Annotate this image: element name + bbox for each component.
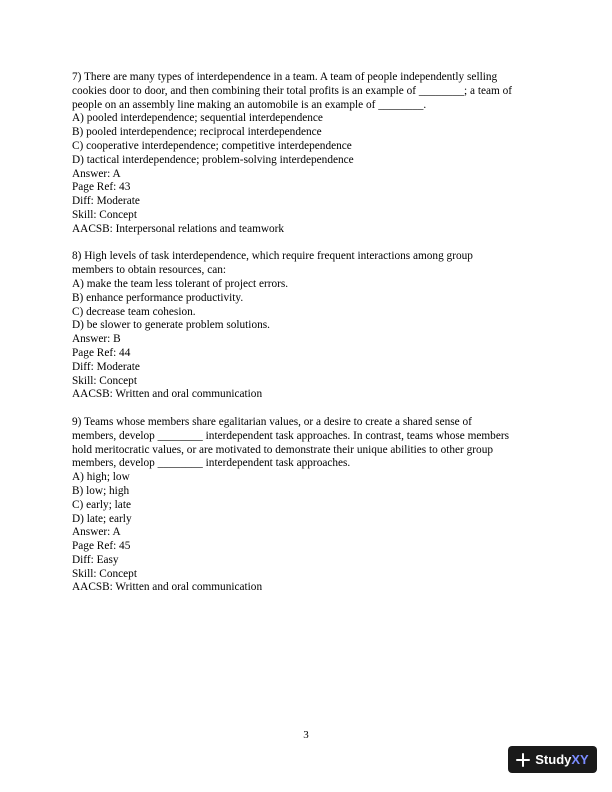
plus-icon	[516, 753, 530, 767]
answer-option: A) make the team less tolerant of project errors.	[72, 277, 289, 290]
answer-option: A) high; low	[72, 471, 130, 484]
skill: Skill: Concept	[72, 208, 137, 221]
question-stem-line: members, develop ________ interdependent task approaches. In contrast, teams whose members	[72, 429, 509, 442]
difficulty: Diff: Moderate	[72, 360, 140, 373]
question-stem-line: members to obtain resources, can:	[72, 264, 227, 277]
answer-option: A) pooled interdependence; sequential interdependence	[72, 112, 323, 125]
answer-option: C) early; late	[72, 498, 131, 511]
question-8	[72, 250, 542, 402]
answer-option: D) be slower to generate problem solutions.	[72, 319, 270, 332]
question-9	[72, 416, 542, 595]
answer-option: C) cooperative interdependence; competitive interdependence	[72, 139, 352, 152]
page-content	[72, 71, 542, 609]
question-stem-line: people on an assembly line making an automobile is an example of ________.	[72, 98, 427, 111]
answer-option: C) decrease team cohesion.	[72, 305, 196, 318]
answer-option: B) enhance performance productivity.	[72, 291, 244, 304]
badge-brand-study: Study	[535, 752, 572, 767]
answer-key: Answer: B	[72, 333, 121, 346]
difficulty: Diff: Easy	[72, 553, 119, 566]
answer-option: D) tactical interdependence; problem-solving interdependence	[72, 153, 354, 166]
question-stem-line: 7) There are many types of interdependence in a team. A team of people independently selling	[72, 71, 498, 83]
question-stem-line: 8) High levels of task interdependence, which require frequent interactions among group	[72, 250, 473, 263]
question-stem-line: 9) Teams whose members share egalitarian values, or a desire to create a shared sense of	[72, 415, 472, 428]
question-stem-line: hold meritocratic values, or are motivated to demonstrate their unique abilities to other group	[72, 443, 493, 456]
aacsb: AACSB: Written and oral communication	[72, 388, 263, 401]
difficulty: Diff: Moderate	[72, 195, 140, 208]
question-stem-line: members, develop ________ interdependent task approaches.	[72, 457, 351, 470]
page-number: 3	[303, 729, 309, 741]
studyxy-badge[interactable]	[508, 746, 597, 773]
answer-key: Answer: A	[72, 167, 121, 180]
answer-key: Answer: A	[72, 526, 121, 539]
skill: Skill: Concept	[72, 567, 137, 580]
question-7	[72, 71, 542, 237]
badge-brand-xy: XY	[571, 752, 589, 767]
question-stem-line: cookies door to door, and then combining their total profits is an example of ________; a team of	[72, 84, 513, 97]
page-ref: Page Ref: 44	[72, 346, 131, 359]
aacsb: AACSB: Written and oral communication	[72, 581, 263, 594]
page-ref: Page Ref: 45	[72, 540, 131, 553]
answer-option: D) late; early	[72, 512, 132, 525]
answer-option: B) pooled interdependence; reciprocal interdependence	[72, 126, 322, 139]
skill: Skill: Concept	[72, 374, 137, 387]
page-ref: Page Ref: 43	[72, 181, 131, 194]
aacsb: AACSB: Interpersonal relations and teamwork	[72, 222, 285, 235]
answer-option: B) low; high	[72, 484, 130, 497]
